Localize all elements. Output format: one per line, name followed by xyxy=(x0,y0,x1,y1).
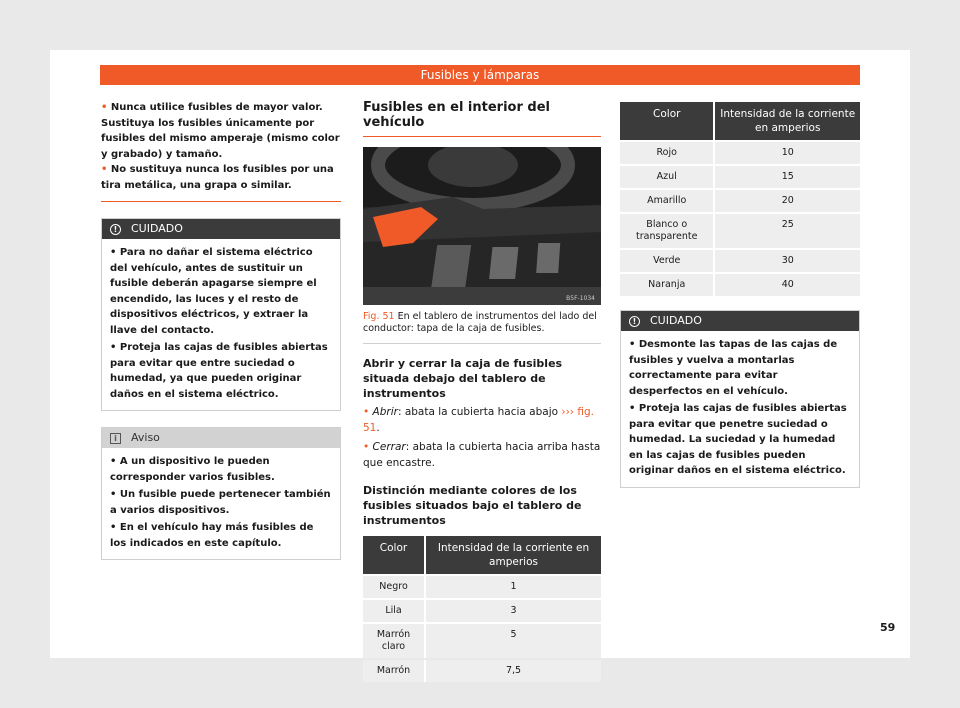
table-header-row xyxy=(620,102,860,140)
dashboard-illustration xyxy=(363,147,601,305)
fuse-color-table xyxy=(363,534,601,684)
subtitle-open-close: Abrir y cerrar la caja de fusibles situada debajo del tablero de instrumentos xyxy=(363,357,563,400)
table-row: Marrón 7,5 xyxy=(363,660,601,682)
caution-box xyxy=(620,310,860,488)
notice-box xyxy=(101,427,341,560)
table-row: Verde 30 xyxy=(620,250,860,272)
header-color: Color xyxy=(363,536,426,574)
open-instruction: • Abrir: abata la cubierta hacia abajo ››› fig. 51. xyxy=(363,406,594,434)
figure-caption xyxy=(363,305,601,344)
section-title: Fusibles en el interior del vehículo xyxy=(363,100,601,137)
figure-label: Fig. 51 xyxy=(363,311,395,322)
caution-item: • Desmonte las tapas de las cajas de fusibles y vuelva a montarlas correctamente para evitar desperfectos en el vehículo. xyxy=(629,339,838,397)
table-row: Lila 3 xyxy=(363,600,601,622)
table-row: Rojo 10 xyxy=(620,142,860,164)
column-left xyxy=(101,100,341,560)
notice-item: • A un dispositivo le pueden corresponder varios fusibles. xyxy=(110,456,275,483)
table-row: Naranja 40 xyxy=(620,274,860,296)
caution-title: CUIDADO xyxy=(131,222,183,235)
caution-item: • Proteja las cajas de fusibles abiertas para evitar que entre suciedad o humedad, ya que pueden originar daños en el sistema eléctrico. xyxy=(110,342,328,400)
figure-code: B5F-1034 xyxy=(566,295,595,302)
caution-header xyxy=(102,219,340,239)
chapter-title: Fusibles y lámparas xyxy=(420,68,540,82)
caution-body xyxy=(621,331,859,487)
figure-caption-text: En el tablero de instrumentos del lado del conductor: tapa de la caja de fusibles. xyxy=(363,311,597,334)
page-number: 59 xyxy=(880,621,896,634)
figure-reference-link[interactable]: ››› fig. 51 xyxy=(363,406,594,434)
caution-icon: ! xyxy=(629,316,640,327)
table-row: Negro 1 xyxy=(363,576,601,598)
table-header-row xyxy=(363,536,601,574)
notice-title: Aviso xyxy=(131,431,160,444)
table-row: Marrón claro 5 xyxy=(363,624,601,658)
table-row: Blanco o transparente 25 xyxy=(620,214,860,248)
table-row: Amarillo 20 xyxy=(620,190,860,212)
notice-item: • En el vehículo hay más fusibles de los indicados en este capítulo. xyxy=(110,522,314,549)
bullet-item: • No sustituya nunca los fusibles por una tira metálica, una grapa o similar. xyxy=(101,164,334,191)
caution-item: • Proteja las cajas de fusibles abiertas para evitar que penetre suciedad o humedad. La suciedad y la humedad en las cajas de fusibles pueden originar daños en el sistema eléctrico. xyxy=(629,403,847,476)
warning-bullets xyxy=(101,100,341,202)
chapter-header xyxy=(100,65,860,85)
caution-body xyxy=(102,239,340,410)
table-row: Azul 15 xyxy=(620,166,860,188)
notice-body xyxy=(102,448,340,559)
fuse-color-table-continued xyxy=(620,100,860,298)
column-middle xyxy=(363,100,601,684)
figure-dashboard-image xyxy=(363,147,601,305)
subtitle-color-table: Distinción mediante colores de los fusibles situados bajo el tablero de instrumentos xyxy=(363,484,582,527)
bullet-dot-icon: • xyxy=(363,406,370,418)
caution-box xyxy=(101,218,341,411)
bullet-dot-icon: • xyxy=(101,164,111,175)
caution-header xyxy=(621,311,859,331)
info-icon: i xyxy=(110,433,121,444)
column-right xyxy=(620,100,860,488)
caution-item: • Para no dañar el sistema eléctrico del vehículo, antes de sustituir un fusible deberán apagarse siempre el encendido, las luces y el resto de dispositivos eléctricos, y extraer la llave del contacto. xyxy=(110,247,317,336)
notice-item: • Un fusible puede pertenecer también a varios dispositivos. xyxy=(110,489,331,516)
notice-header xyxy=(102,428,340,448)
bullet-item: • Nunca utilice fusibles de mayor valor. Sustituya los fusibles únicamente por fusibles del mismo amperaje (mismo color y grabado) y tamaño. xyxy=(101,102,340,160)
bullet-dot-icon: • xyxy=(363,441,370,453)
caution-title: CUIDADO xyxy=(650,314,702,327)
header-amperage: Intensidad de la corriente en amperios xyxy=(426,536,601,574)
close-instruction: • Cerrar: abata la cubierta hacia arriba hasta que encastre. xyxy=(363,441,601,469)
caution-icon: ! xyxy=(110,224,121,235)
bullet-dot-icon: • xyxy=(101,102,111,113)
header-amperage: Intensidad de la corriente en amperios xyxy=(715,102,860,140)
header-color: Color xyxy=(620,102,715,140)
